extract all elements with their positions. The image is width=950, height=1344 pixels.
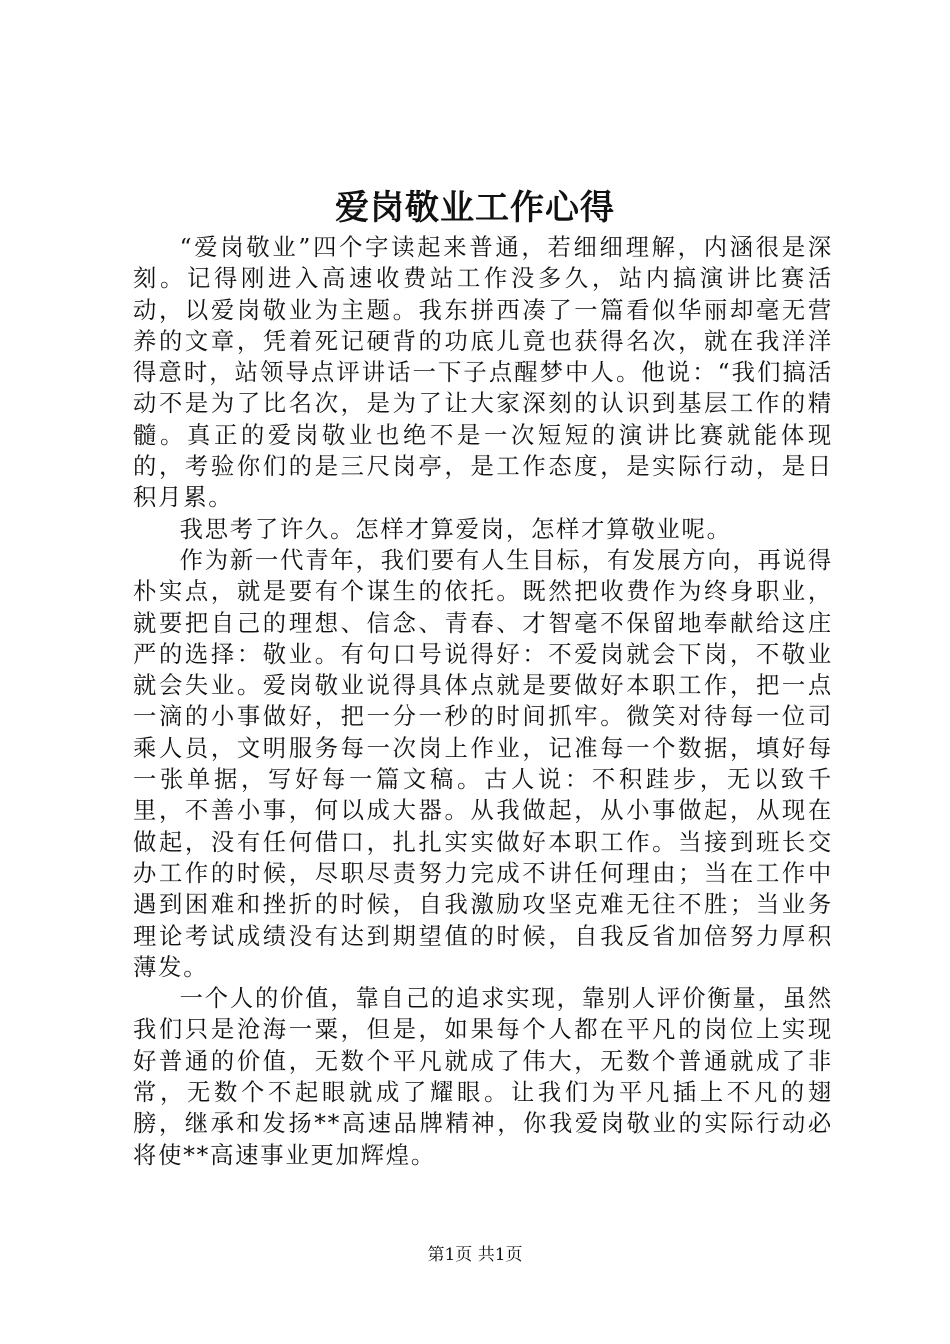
document-body [133,232,833,1171]
paragraph-1: “爱岗敬业”四个字读起来普通，若细细理解，内涵很是深刻。记得刚进入高速收费站工作没多久，站内搞演讲比赛活动，以爱岗敬业为主题。我东拼西凑了一篇看似华丽却毫无营养的文章，凭着死记硬背的功底儿竟也获得名次，就在我洋洋得意时，站领导点评讲话一下子点醒梦中人。他说：“我们搞活动不是为了比名次，是为了让大家深刻的认识到基层工作的精髓。真正的爱岗敬业也绝不是一次短短的演讲比赛就能体现的，考验你们的是三尺岗亭，是工作态度，是实际行动，是日积月累。 [133,234,833,512]
page-number-footer: 第1页 共1页 [427,1245,523,1265]
paragraph-4: 一个人的价值，靠自己的追求实现，靠别人评价衡量，虽然我们只是沧海一粟，但是，如果每个人都在平凡的岗位上实现好普通的价值，无数个平凡就成了伟大，无数个普通就成了非常，无数个不起眼就成了耀眼。让我们为平凡插上不凡的翅膀，继承和发扬**高速品牌精神，你我爱岗敬业的实际行动必将使**高速事业更加辉煌。 [133,985,833,1169]
document-title: 爱岗敬业工作心得 [335,188,615,228]
paragraph-3: 作为新一代青年，我们要有人生目标，有发展方向，再说得朴实点，就是要有个谋生的依托。既然把收费作为终身职业，就要把自己的理想、信念、青春、才智毫不保留地奉献给这庄严的选择：敬业。有句口号说得好：不爱岗就会下岗，不敬业就会失业。爱岗敬业说得具体点就是要做好本职工作，把一点一滴的小事做好，把一分一秒的时间抓牢。微笑对待每一位司乘人员，文明服务每一次岗上作业，记准每一个数据，填好每一张单据，写好每一篇文稿。古人说：不积跬步，无以致千里，不善小事，何以成大器。从我做起，从小事做起，从现在做起，没有任何借口，扎扎实实做好本职工作。当接到班长交办工作的时候，尽职尽责努力完成不讲任何理由；当在工作中遇到困难和挫折的时候，自我激励攻坚克难无往不胜；当业务理论考试成绩没有达到期望值的时候，自我反省加倍努力厚积薄发。 [133,546,833,981]
paragraph-2: 我思考了许久。怎样才算爱岗，怎样才算敬业呢。 [179,515,732,543]
